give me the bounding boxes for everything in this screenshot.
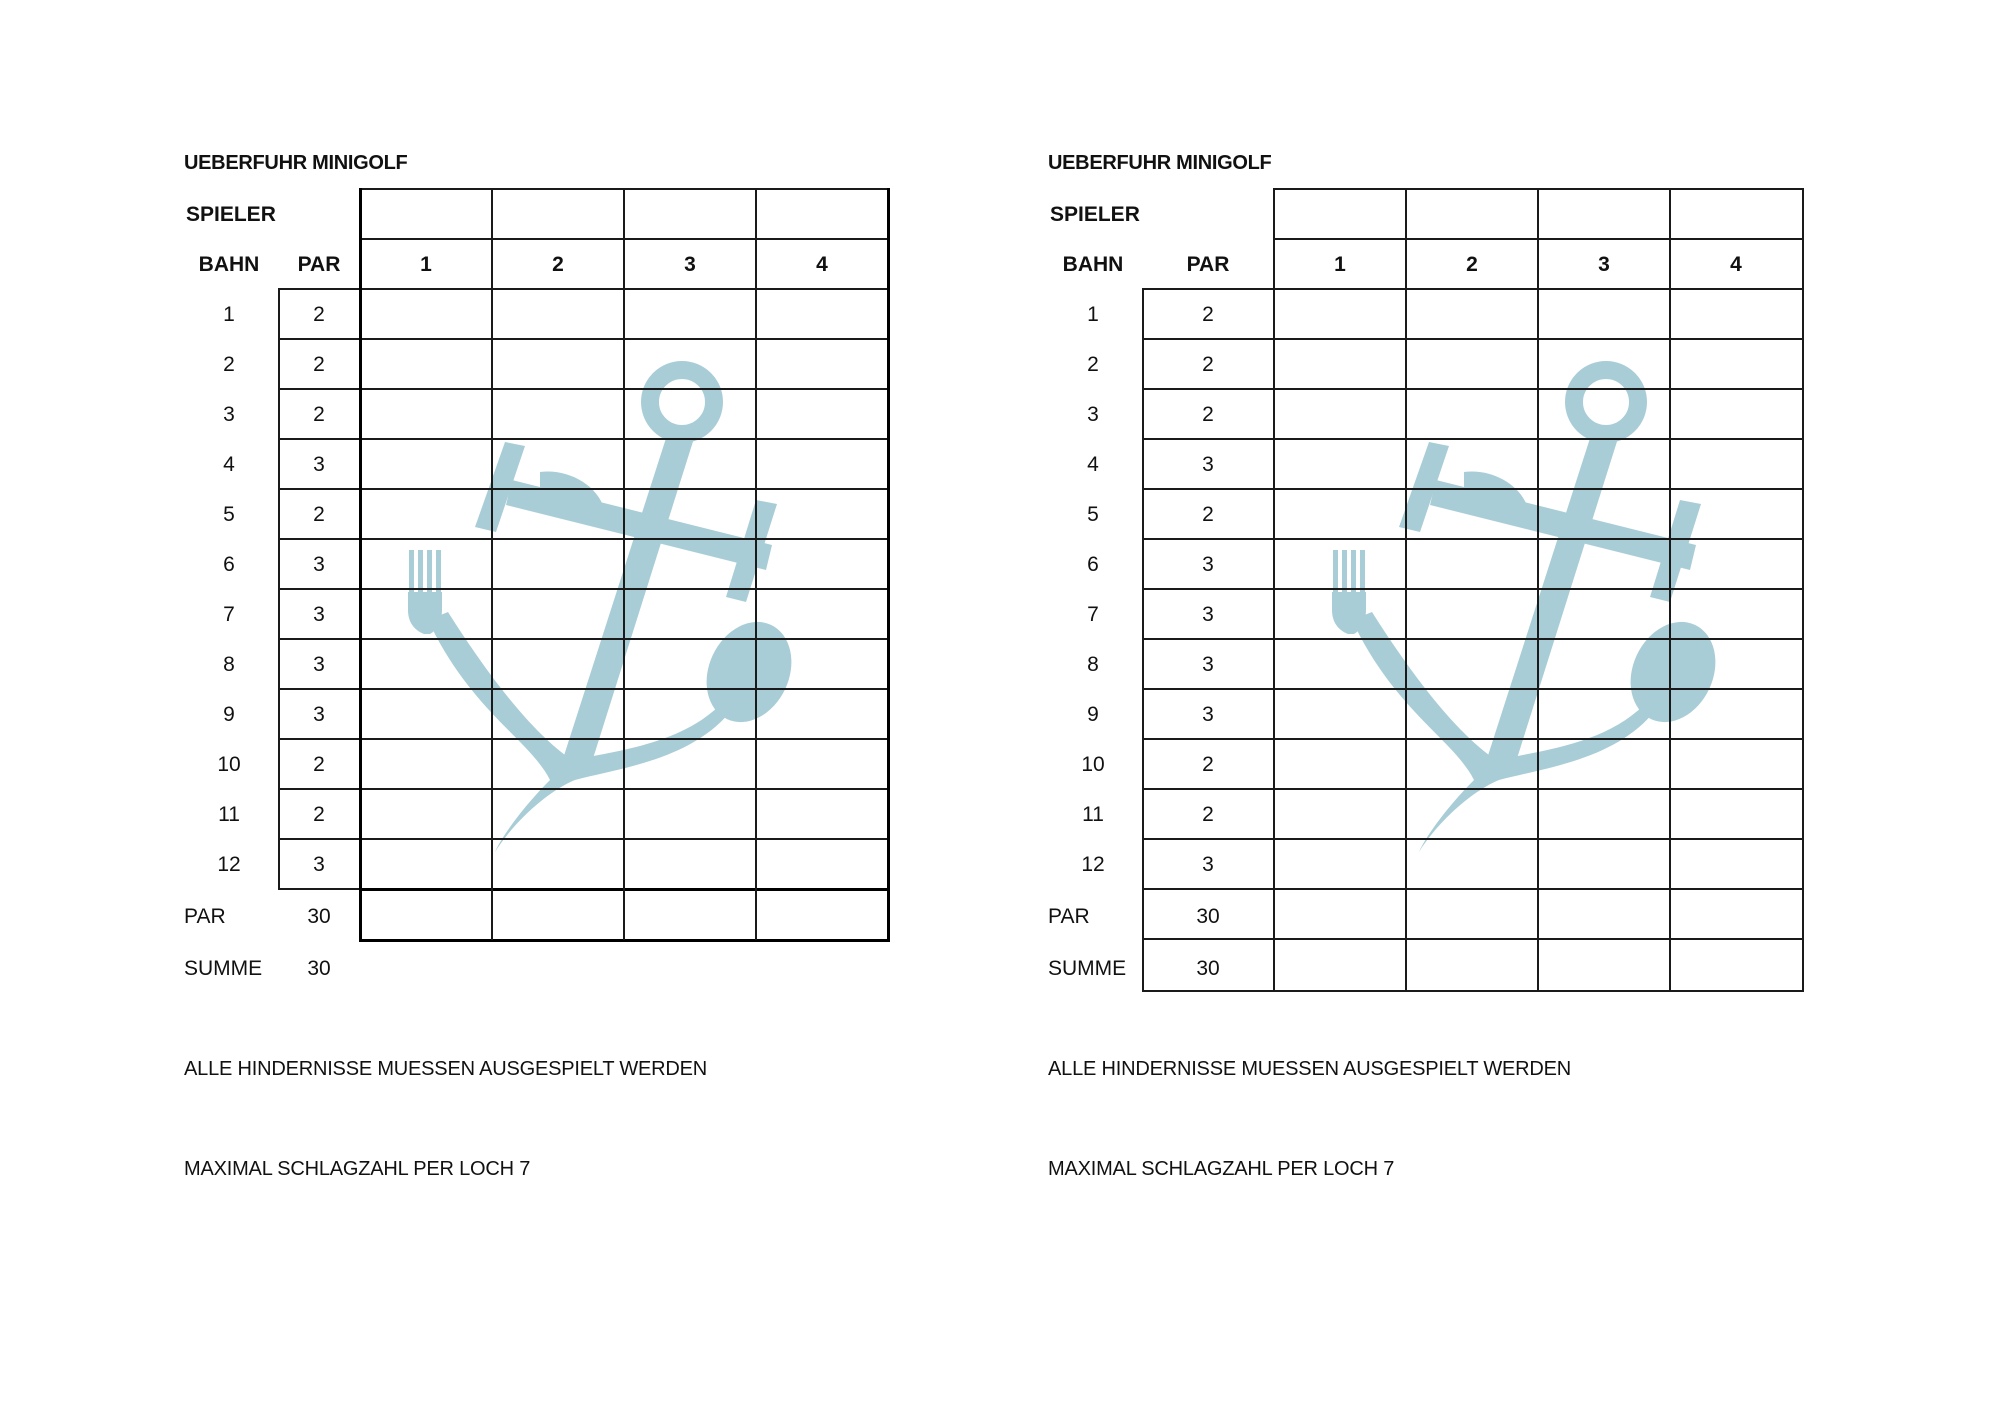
grid-line xyxy=(1142,388,1804,390)
hole-par: 3 xyxy=(1202,703,1214,726)
grid-line xyxy=(1142,788,1804,790)
hole-number: 8 xyxy=(1087,653,1099,676)
par-total-value: 30 xyxy=(1196,905,1220,928)
grid-line xyxy=(278,288,280,890)
grid-line xyxy=(623,188,625,940)
grid-line xyxy=(1274,238,1804,240)
grid-line xyxy=(1142,888,1804,890)
hole-par: 2 xyxy=(1202,753,1214,776)
player-number: 1 xyxy=(1334,253,1346,276)
par-total-value: 30 xyxy=(307,905,331,928)
hole-number: 3 xyxy=(1087,403,1099,426)
hole-par: 2 xyxy=(313,753,325,776)
hole-par: 3 xyxy=(313,653,325,676)
player-number: 4 xyxy=(1730,253,1742,276)
grid-line xyxy=(1669,188,1671,992)
par-column-header: PAR xyxy=(1186,253,1230,276)
hole-number: 8 xyxy=(223,653,235,676)
card-title: UEBERFUHR MINIGOLF xyxy=(1048,152,1272,174)
hole-number: 10 xyxy=(1081,753,1105,776)
rule-note: ALLE HINDERNISSE MUESSEN AUSGESPIELT WERDEN xyxy=(1048,1058,1572,1080)
grid-line xyxy=(1142,838,1804,840)
grid-line xyxy=(359,188,362,942)
hole-number: 4 xyxy=(223,453,235,476)
grid-line xyxy=(1274,188,1804,190)
grid-line xyxy=(1273,188,1275,992)
hole-number: 11 xyxy=(1082,803,1104,826)
hole-par: 3 xyxy=(313,553,325,576)
card-title: UEBERFUHR MINIGOLF xyxy=(184,152,408,174)
rule-note: MAXIMAL SCHLAGZAHL PER LOCH 7 xyxy=(1048,1158,1395,1180)
grid-line xyxy=(1405,188,1407,992)
player-number: 2 xyxy=(552,253,564,276)
grid-line xyxy=(1142,438,1804,440)
hole-par: 3 xyxy=(1202,653,1214,676)
player-number: 3 xyxy=(1598,253,1610,276)
grid-line xyxy=(278,488,890,490)
sum-value: 30 xyxy=(1196,957,1220,980)
sum-label: SUMME xyxy=(1048,957,1127,980)
grid-line xyxy=(1142,638,1804,640)
grid-line xyxy=(1142,588,1804,590)
player-number: 4 xyxy=(816,253,828,276)
hole-par: 3 xyxy=(1202,453,1214,476)
anchor-fork-spoon-icon xyxy=(1324,360,1744,860)
hole-par: 2 xyxy=(1202,303,1214,326)
hole-number: 4 xyxy=(1087,453,1099,476)
scorecard-left xyxy=(0,0,828,1415)
grid-line xyxy=(491,188,493,940)
hole-number: 9 xyxy=(1087,703,1099,726)
players-label: SPIELER xyxy=(1050,203,1140,226)
hole-par: 3 xyxy=(1202,553,1214,576)
hole-par: 3 xyxy=(313,603,325,626)
grid-line xyxy=(1142,938,1804,940)
hole-par: 2 xyxy=(1202,803,1214,826)
grid-line xyxy=(1142,288,1144,992)
grid-line xyxy=(360,188,890,190)
rule-note: ALLE HINDERNISSE MUESSEN AUSGESPIELT WERDEN xyxy=(184,1058,708,1080)
hole-number: 1 xyxy=(223,303,235,326)
hole-par: 2 xyxy=(1202,403,1214,426)
grid-line xyxy=(360,238,890,240)
hole-par: 2 xyxy=(313,353,325,376)
hole-number: 5 xyxy=(223,503,235,526)
grid-line xyxy=(278,838,890,840)
hole-par: 2 xyxy=(313,803,325,826)
grid-line xyxy=(278,438,890,440)
hole-number: 6 xyxy=(1087,553,1099,576)
grid-line xyxy=(755,188,757,940)
hole-number: 9 xyxy=(223,703,235,726)
grid-line xyxy=(278,388,890,390)
grid-line xyxy=(278,688,890,690)
grid-line xyxy=(1142,338,1804,340)
sum-value: 30 xyxy=(307,957,331,980)
anchor-fork-spoon-icon xyxy=(400,360,820,860)
grid-line xyxy=(278,588,890,590)
hole-column-header: BAHN xyxy=(1062,253,1124,276)
hole-column-header: BAHN xyxy=(198,253,260,276)
rule-note: MAXIMAL SCHLAGZAHL PER LOCH 7 xyxy=(184,1158,531,1180)
hole-par: 2 xyxy=(313,503,325,526)
sum-label: SUMME xyxy=(184,957,263,980)
hole-number: 11 xyxy=(218,803,240,826)
grid-line xyxy=(1142,538,1804,540)
hole-par: 2 xyxy=(313,403,325,426)
hole-par: 3 xyxy=(1202,603,1214,626)
grid-line xyxy=(1142,688,1804,690)
hole-par: 3 xyxy=(313,853,325,876)
hole-number: 2 xyxy=(1087,353,1099,376)
hole-par: 3 xyxy=(313,703,325,726)
par-total-label: PAR xyxy=(1048,905,1090,928)
grid-line xyxy=(278,338,890,340)
grid-line xyxy=(1142,990,1804,992)
grid-line xyxy=(1142,288,1804,290)
par-total-label: PAR xyxy=(184,905,226,928)
hole-number: 7 xyxy=(223,603,235,626)
hole-number: 5 xyxy=(1087,503,1099,526)
grid-line xyxy=(278,288,890,290)
hole-par: 2 xyxy=(1202,353,1214,376)
scorecard-right xyxy=(862,0,1742,1415)
players-label: SPIELER xyxy=(186,203,276,226)
hole-par: 2 xyxy=(313,303,325,326)
hole-number: 2 xyxy=(223,353,235,376)
hole-number: 12 xyxy=(217,853,241,876)
grid-line xyxy=(1802,188,1804,992)
par-column-header: PAR xyxy=(297,253,341,276)
grid-line xyxy=(278,738,890,740)
grid-line xyxy=(278,638,890,640)
hole-number: 3 xyxy=(223,403,235,426)
player-number: 2 xyxy=(1466,253,1478,276)
player-number: 3 xyxy=(684,253,696,276)
hole-number: 1 xyxy=(1087,303,1099,326)
grid-line xyxy=(1142,738,1804,740)
player-number: 1 xyxy=(420,253,432,276)
grid-line xyxy=(278,538,890,540)
hole-par: 2 xyxy=(1202,503,1214,526)
hole-number: 12 xyxy=(1081,853,1105,876)
grid-line xyxy=(278,788,890,790)
hole-number: 7 xyxy=(1087,603,1099,626)
grid-line xyxy=(1537,188,1539,992)
grid-line xyxy=(1142,488,1804,490)
hole-number: 10 xyxy=(217,753,241,776)
hole-par: 3 xyxy=(313,453,325,476)
hole-number: 6 xyxy=(223,553,235,576)
hole-par: 3 xyxy=(1202,853,1214,876)
